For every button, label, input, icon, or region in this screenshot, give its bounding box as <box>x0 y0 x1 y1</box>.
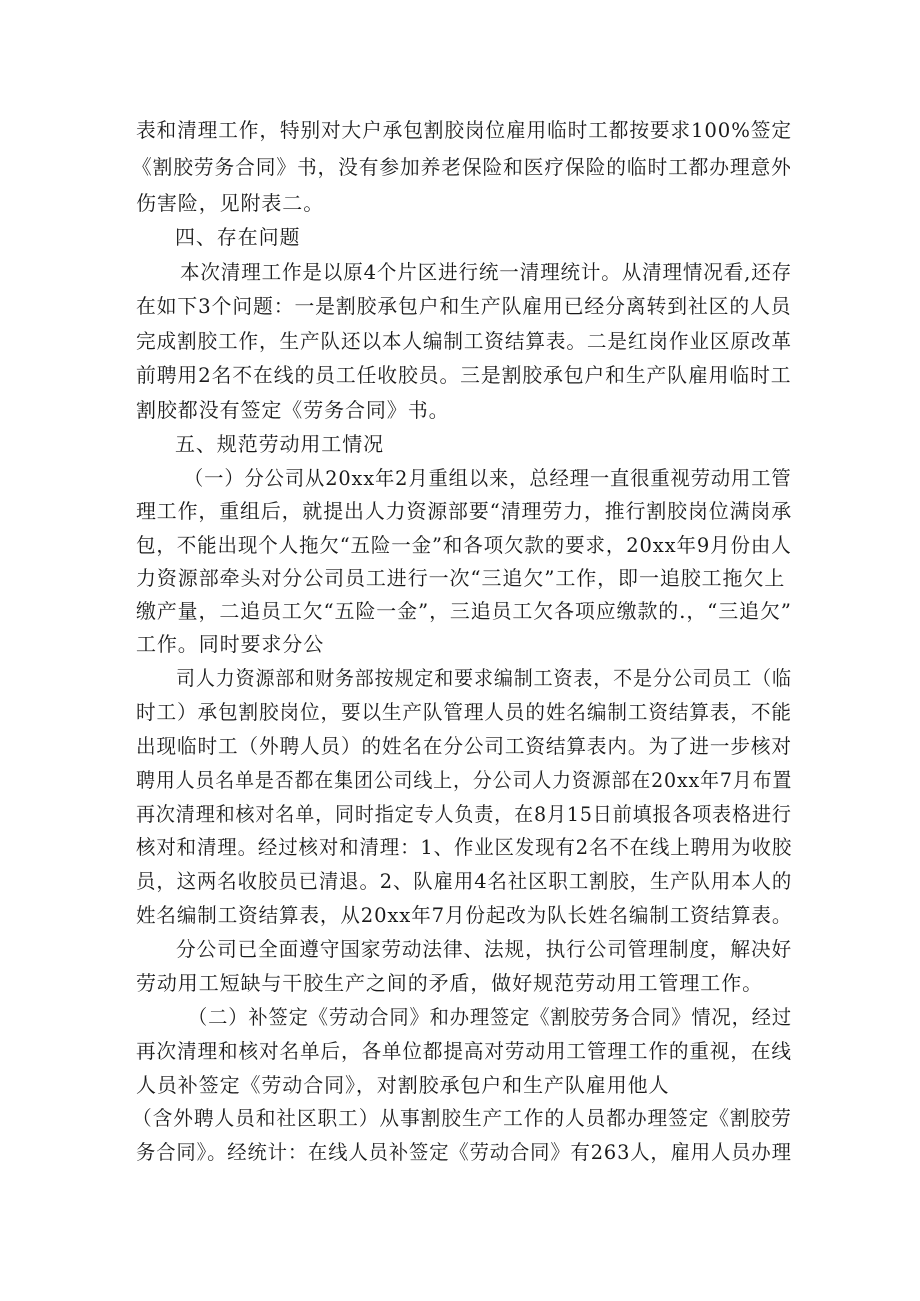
text-line: （含外聘人员和社区职工）从事割胶生产工作的人员都办理签定《割胶劳 <box>132 1106 792 1130</box>
text-line: 割胶都没有签定《劳务合同》书。 <box>136 398 450 422</box>
text-line: 务合同》。经统计：在线人员补签定《劳动合同》有263人，雇用人员办理 <box>136 1140 792 1164</box>
text-line: 再次清理和核对名单，同时指定专人负责，在8月15日前填报各项表格进行 <box>136 802 792 826</box>
text-line: （二）补签定《劳动合同》和办理签定《割胶劳务合同》情况，经过 <box>188 1005 792 1029</box>
text-line: 员，这两名收胶员已清退。2、队雇用4名社区职工割胶，生产队用本人的 <box>136 869 793 893</box>
text-line: 缴产量，二追员工欠“五险一金”，三追员工欠各项应缴款的.，“三追欠” <box>136 599 792 623</box>
text-line: 本次清理工作是以原4个片区进行统一清理统计。从清理情况看,还存 <box>180 260 792 284</box>
section-heading: 五、规范劳动用工情况 <box>175 432 384 456</box>
text-line: 出现临时工（外聘人员）的姓名在分公司工资结算表内。为了进一步核对 <box>136 734 792 758</box>
text-line: 表和清理工作，特别对大户承包割胶岗位雇用临时工都按要求100%签定 <box>136 118 792 142</box>
text-line: 人员补签定《劳动合同》，对割胶承包户和生产队雇用他人 <box>136 1073 670 1097</box>
text-line: 力资源部牵头对分公司员工进行一次“三追欠”工作，即一追胶工拖欠上 <box>136 566 786 590</box>
text-line: 聘用人员名单是否都在集团公司线上，分公司人力资源部在20xx年7月布置 <box>136 768 793 792</box>
text-line: 伤害险，见附表二。 <box>136 191 325 215</box>
text-line: 完成割胶工作，生产队还以本人编制工资结算表。二是红岗作业区原改革 <box>136 329 792 353</box>
text-line: 包，不能出现个人拖欠“五险一金”和各项欠款的要求，20xx年9月份由人 <box>136 533 792 557</box>
text-line: 时工）承包割胶岗位，要以生产队管理人员的姓名编制工资结算表，不能 <box>136 700 792 724</box>
text-line: 劳动用工短缺与干胶生产之间的矛盾，做好规范劳动用工管理工作。 <box>136 971 763 995</box>
text-line: 核对和清理。经过核对和清理：1、作业区发现有2名不在线上聘用为收胶 <box>136 835 793 859</box>
text-line: 前聘用2名不在线的员工任收胶员。三是割胶承包户和生产队雇用临时工 <box>136 363 792 387</box>
text-line: 工作。同时要求分公 <box>136 632 325 656</box>
text-line: 分公司已全面遵守国家劳动法律、法规，执行公司管理制度，解决好 <box>176 937 793 961</box>
text-line: 司人力资源部和财务部按规定和要求编制工资表，不是分公司员工（临 <box>176 666 792 690</box>
text-line: 在如下3个问题：一是割胶承包户和生产队雇用已经分离转到社区的人员 <box>136 294 792 318</box>
text-line: 《割胶劳务合同》书，没有参加养老保险和医疗保险的临时工都办理意外 <box>132 155 792 179</box>
text-line: （一）分公司从20xx年2月重组以来，总经理一直很重视劳动用工管 <box>184 466 792 490</box>
text-line: 再次清理和核对名单后，各单位都提高对劳动用工管理工作的重视，在线 <box>136 1039 792 1063</box>
text-line: 姓名编制工资结算表，从20xx年7月份起改为队长姓名编制工资结算表。 <box>136 903 793 927</box>
section-heading: 四、存在问题 <box>175 225 301 249</box>
text-line: 理工作，重组后，就提出人力资源部要“清理劳力，推行割胶岗位满岗承 <box>136 499 792 523</box>
